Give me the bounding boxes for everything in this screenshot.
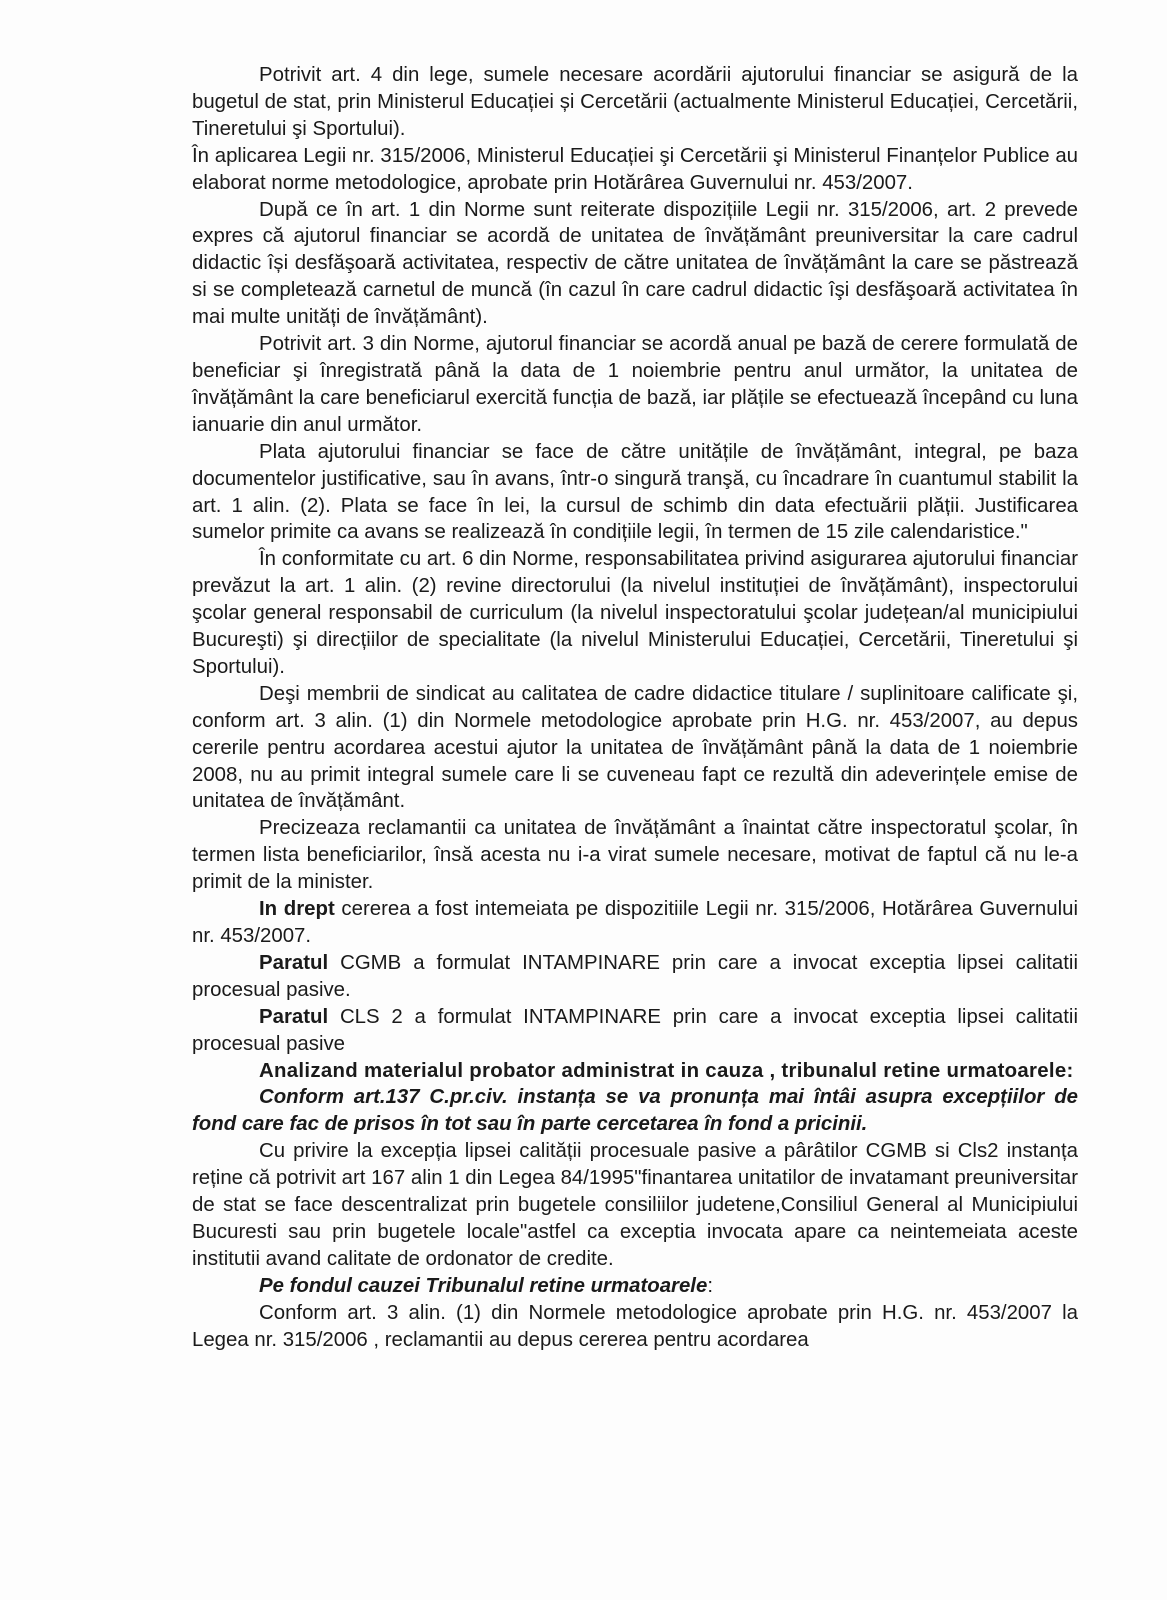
paragraph-norme-art2: După ce în art. 1 din Norme sunt reiterate dispozițiile Legii nr. 315/2006, art. 2 prevede expres că ajutorul financiar se acordă de unitatea de învățământ preuniversitar la care cadrul didactic își desfăşoară activitatea, respectiv de către unitatea de învățământ la care se păstrează si se completează carnetul de muncă (în cazul în care cadrul didactic îşi desfăşoară activitatea în mai multe unități de învățământ). <box>192 198 1078 329</box>
paragraph-art4: Potrivit art. 4 din lege, sumele necesare acordării ajutorului financiar se asigură de la bugetul de stat, prin Ministerul Educației și Cercetării (actualmente Ministerul Educației, Cercetării, Tineretului şi Sportului). <box>192 64 1078 140</box>
fondul-cauzei-colon: : <box>707 1274 713 1297</box>
paragraph-exceptie-calitate: Cu privire la excepția lipsei calității procesuale pasive a pârâtilor CGMB si Cls2 instanța reține că potrivit art 167 alin 1 din Legea 84/1995"finantarea unitatilor de invatamant preuniversitar de stat se face descentralizat prin bugetele consiliilor judetene,Consiliul General al Municipiului Bucuresti sau prin bugetele locale"astfel ca exceptia invocata apare ca neintemeiata aceste institutii avand calitate de ordonator de credite. <box>192 1140 1078 1270</box>
paragraph-norme-art6: În conformitate cu art. 6 din Norme, responsabilitatea privind asigurarea ajutorului financiar prevăzut la art. 1 alin. (2) revine directorului (la nivelul instituției de învățământ), inspectorului şcolar general responsabil de curriculum (la nivelul inspectoratului şcolar județean/al municipiului Bucureşti) şi direcțiilor de specialitate (la nivelul Ministerului Educației, Cercetării, Tineretului şi Sportului). <box>192 548 1078 678</box>
paragraph-legea-315: În aplicarea Legii nr. 315/2006, Ministerul Educației şi Cercetării şi Ministerul Finanțelor Publice au elaborat norme metodologice, aprobate prin Hotărârea Guvernului nr. 453/2007. <box>192 144 1078 194</box>
in-drept-label: In drept <box>259 898 335 921</box>
document-body <box>192 62 1078 1354</box>
paragraph-art137-cprciv: Conform art.137 C.pr.civ. instanța se va pronunța mai întâi asupra excepțiilor de fond care fac de prisos în tot sau în parte cercetarea în fond a pricinii. <box>192 1086 1078 1136</box>
paragraph-parat-cgmb <box>192 950 1078 1004</box>
paragraph-plata-ajutor: Plata ajutorului financiar se face de către unitățile de învățământ, integral, pe baza documentelor justificative, sau în avans, într-o singură tranşă, cu încadrare în cuantumul stabilit la art. 1 alin. (2). Plata se face în lei, la cursul de schimb din data efectuării plății. Justificarea sumelor primite ca avans se realizează în condițiile legii, în termen de 15 zile calendaristice." <box>192 440 1078 544</box>
paragraph-in-drept <box>192 896 1078 950</box>
parat-cgmb-label: Paratul <box>259 951 329 974</box>
parat-cgmb-text: CGMB a formulat INTAMPINARE prin care a invocat exceptia lipsei calitatii procesual pasive. <box>192 951 1078 1001</box>
paragraph-precizare-reclamanti: Precizeaza reclamantii ca unitatea de învățământ a înaintat către inspectoratul şcolar, în termen lista beneficiarilor, însă acesta nu i-a virat sumele necesare, motivat de faptul că nu le-a primit de la minister. <box>192 817 1078 894</box>
parat-cls2-label: Paratul <box>259 1005 329 1028</box>
paragraph-norme-art3: Potrivit art. 3 din Norme, ajutorul financiar se acordă anual pe bază de cerere formulată de beneficiar şi înregistrată până la data de 1 noiembrie pentru anul următor, la unitatea de învățământ la care beneficiarul exercită funcția de bază, iar plățile se efectuează începând cu luna ianuarie din anul următor. <box>192 333 1078 436</box>
paragraph-membrii-sindicat: Deşi membrii de sindicat au calitatea de cadre didactice titulare / suplinitoare calificate şi, conform art. 3 alin. (1) din Normele metodologice aprobate prin H.G. nr. 453/2007, au depus cererile pentru acordarea acestui ajutor la unitatea de învățământ până la data de 1 noiembrie 2008, nu au primit integral sumele care li se cuveneau fapt ce rezultă din adeverințele emise de unitatea de învățământ. <box>192 682 1078 813</box>
paragraph-parat-cls2 <box>192 1004 1078 1058</box>
paragraph-conform-art3: Conform art. 3 alin. (1) din Normele metodologice aprobate prin H.G. nr. 453/2007 la Legea nr. 315/2006 , reclamantii au depus cererea pentru acordarea <box>192 1301 1078 1351</box>
parat-cls2-text: CLS 2 a formulat INTAMPINARE prin care a invocat exceptia lipsei calitatii procesual pasive <box>192 1005 1078 1055</box>
paragraph-fondul-cauzei <box>192 1273 1078 1300</box>
heading-analiza-probatoriu: Analizand materialul probator administrat in cauza , tribunalul retine urmatoarele: <box>259 1059 1074 1082</box>
fondul-cauzei-heading: Pe fondul cauzei Tribunalul retine urmatoarele <box>259 1274 708 1297</box>
in-drept-text: cererea a fost intemeiata pe dispozitiile Legii nr. 315/2006, Hotărârea Guvernului nr. 453/2007. <box>192 898 1078 947</box>
